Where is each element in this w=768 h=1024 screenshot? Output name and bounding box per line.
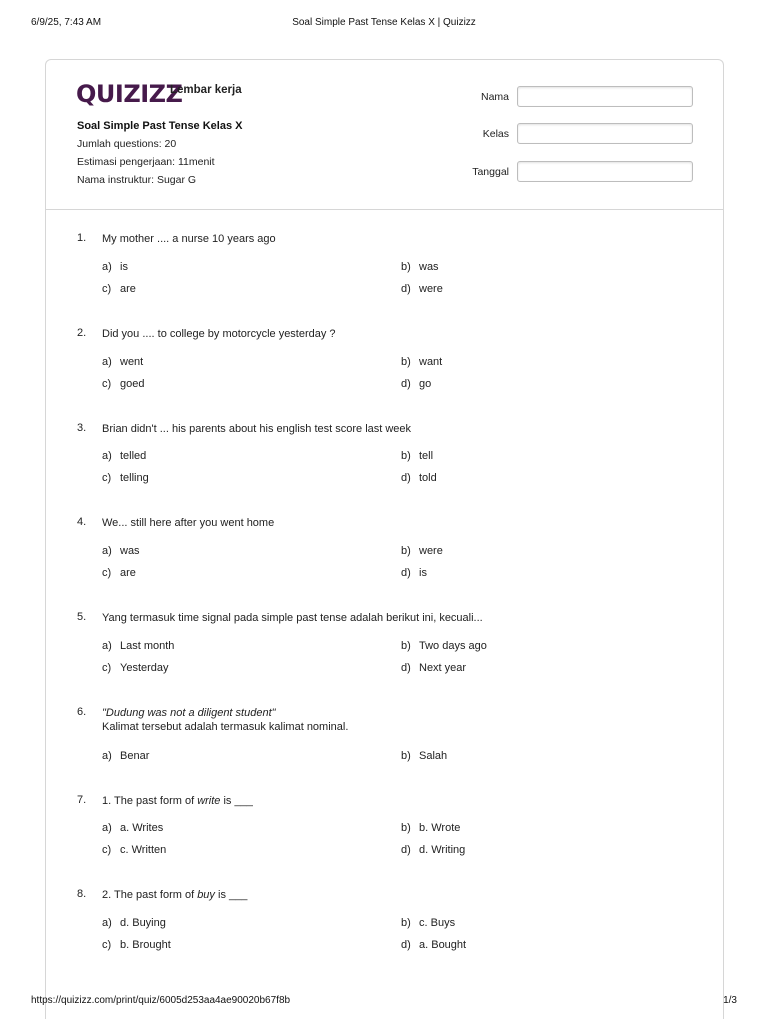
- question-text: 1. The past form of write is ___: [102, 795, 253, 807]
- option-a: a) Benar: [102, 750, 150, 762]
- option-c: c) c. Written: [102, 844, 167, 856]
- quizizz-logo: QUIZIZZ: [76, 80, 183, 108]
- option-d: d) d. Writing: [401, 844, 466, 856]
- option-d: d) a. Bought: [401, 939, 467, 951]
- question-text: My mother .... a nurse 10 years ago: [102, 233, 276, 245]
- name-field[interactable]: [517, 86, 693, 107]
- question-text: 2. The past form of buy is ___: [102, 889, 248, 901]
- class-field[interactable]: [517, 123, 693, 144]
- date-field[interactable]: [517, 161, 693, 182]
- option-c: c) goed: [102, 378, 145, 390]
- question-text: Brian didn't ... his parents about his english test score last week: [102, 423, 412, 435]
- option-c: c) Yesterday: [102, 662, 169, 674]
- page-number: 1/3: [723, 995, 737, 1006]
- option-c: c) are: [102, 567, 136, 579]
- print-datetime: 6/9/25, 7:43 AM: [31, 17, 102, 28]
- question-number: 4.: [77, 516, 87, 528]
- option-c: c) telling: [102, 472, 149, 484]
- option-b: b) tell: [401, 450, 434, 462]
- option-a: a) went: [102, 356, 144, 368]
- question-text: Yang termasuk time signal pada simple past tense adalah berikut ini, kecuali...: [102, 612, 483, 624]
- emphasized-verb: write: [197, 795, 221, 807]
- option-d: d) is: [401, 567, 427, 579]
- quiz-title: Soal Simple Past Tense Kelas X: [77, 120, 243, 132]
- option-b: b) Salah: [401, 750, 448, 762]
- quoted-sentence: "Dudung was not a diligent student": [102, 707, 276, 719]
- name-label: Nama: [480, 91, 509, 103]
- option-a: a) a. Writes: [102, 822, 164, 834]
- instructor-name: Nama instruktur: Sugar G: [77, 174, 197, 186]
- question-number: 1.: [77, 232, 87, 244]
- question-number: 6.: [77, 706, 87, 718]
- option-b: b) b. Wrote: [401, 822, 461, 834]
- option-d: d) told: [401, 472, 437, 484]
- emphasized-verb: buy: [197, 889, 215, 901]
- option-d: d) Next year: [401, 662, 467, 674]
- question-number: 7.: [77, 794, 87, 806]
- option-b: b) want: [401, 356, 443, 368]
- option-b: b) were: [401, 545, 443, 557]
- question-text: We... still here after you went home: [102, 517, 275, 529]
- option-a: a) Last month: [102, 640, 175, 652]
- question-count: Jumlah questions: 20: [77, 138, 177, 150]
- option-a: a) is: [102, 261, 128, 273]
- estimated-time: Estimasi pengerjaan: 11menit: [77, 156, 215, 168]
- option-d: d) go: [401, 378, 432, 390]
- option-b: b) was: [401, 261, 439, 273]
- question-text: [102, 706, 702, 734]
- option-d: d) were: [401, 283, 443, 295]
- date-label: Tanggal: [472, 166, 509, 178]
- print-title: Soal Simple Past Tense Kelas X | Quizizz: [292, 17, 476, 28]
- question-text: Did you .... to college by motorcycle yesterday ?: [102, 328, 336, 340]
- option-a: a) was: [102, 545, 140, 557]
- option-c: c) are: [102, 283, 136, 295]
- class-label: Kelas: [482, 128, 509, 140]
- worksheet: [45, 59, 724, 1019]
- question-number: 8.: [77, 888, 87, 900]
- option-a: a) d. Buying: [102, 917, 166, 929]
- option-b: b) Two days ago: [401, 640, 487, 652]
- option-a: a) telled: [102, 450, 147, 462]
- worksheet-header: [46, 60, 723, 210]
- page-url[interactable]: https://quizizz.com/print/quiz/6005d253aa4ae90020b67f8b: [31, 995, 291, 1006]
- worksheet-label: Lembar kerja: [170, 84, 242, 96]
- print-footer: [0, 995, 768, 1009]
- question-number: 2.: [77, 327, 87, 339]
- question-number: 3.: [77, 422, 87, 434]
- question-statement: Kalimat tersebut adalah termasuk kalimat nominal.: [102, 721, 349, 733]
- option-c: c) b. Brought: [102, 939, 171, 951]
- option-b: b) c. Buys: [401, 917, 456, 929]
- question-number: 5.: [77, 611, 87, 623]
- print-header: [0, 17, 768, 31]
